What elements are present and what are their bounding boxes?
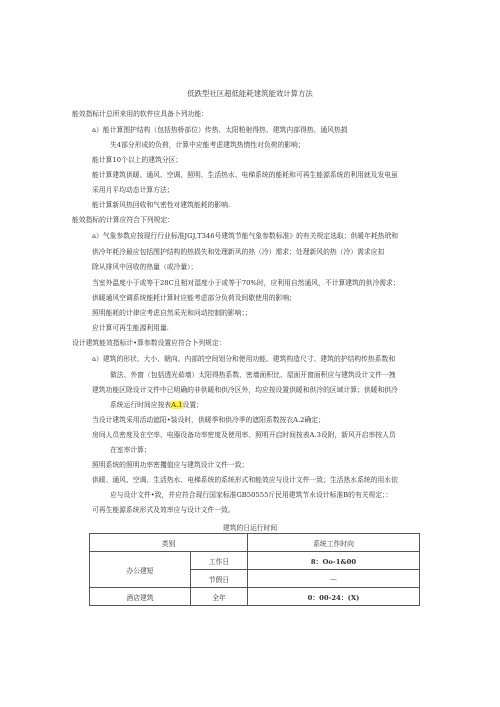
table-cell-hours: —	[248, 570, 420, 588]
body-line: 在室率计算；	[110, 446, 151, 454]
body-line	[110, 401, 203, 410]
highlighted-reference: A.1	[171, 401, 183, 409]
body-line: 供暖、通风、空调、生活热水、电梯系统的系统形式和能效应与设计文件一致；生活热水系统的用水依	[92, 476, 398, 484]
body-text: 系统运行时间应按表	[110, 401, 172, 409]
body-line: 应计算可再生能源利用量.	[92, 324, 169, 332]
table-cell-hours: 8：Oo-1&00	[248, 552, 420, 570]
body-line: a）建筑的形状、大小、朝向、内部的空间划分和使用功能、建筑构造尺寸、建筑的护结构传热系数和	[92, 355, 396, 363]
body-line: 供暖通风空调系统能耗计算时应能考虑部分负荷及间歇使用的影响；	[92, 294, 296, 302]
table-cell-hours: 0：00-24：(X)	[248, 588, 420, 606]
body-line: 做法、外窗（包括透光茹墙）太阳得热系数、密墙面积比、屋面开窗面积应与建筑设计文件一拽	[110, 371, 396, 379]
body-line: 建筑功能区除设计文件中已明确的非供暖和供冷区外，均应按设置供暖和供冷的区域计算；供暖和供冷	[92, 386, 398, 394]
body-line: 照明能耗的计律应考虑自然采光和问动控制的影响；；	[92, 309, 252, 317]
body-line: 设计建筑能效指标计•算参数设置应符合卜列规定：	[72, 339, 226, 347]
body-line: 当设计建筑采用活动遮阳•装设时，供暖季和供冷季的遮阳系数按衣A.2确定；	[92, 416, 325, 424]
body-line: 房间人员密度及在空率、电器设备功率密度及使用率、照明开启时间按表A.3设附，新风开启率按人员	[92, 431, 396, 439]
table-row	[90, 588, 420, 606]
body-line: 能计算10个以上的建筑分区；	[92, 156, 183, 164]
body-line: 能效指标的计算应符合下列规定：	[72, 216, 174, 224]
table-cell-category: 酒店建筑	[90, 588, 191, 606]
body-text: 设置；	[182, 401, 203, 409]
body-line: 除从排风中回收的热量（或冷量）；	[92, 263, 198, 271]
body-line: 能计算新风热回收和气密性对建筑能耗的影响.	[92, 201, 231, 209]
table-cell-day: 节假日	[191, 570, 248, 588]
table-header-cell: 类别	[90, 534, 248, 552]
page-title: 低跌型社区超低能耗建筑能效计算方法	[187, 89, 313, 98]
table-cell-category: 办公建短	[90, 552, 191, 588]
body-line: 当室外温度小于或等于28C且相对湿度小于或等于70%时，应利用自然通风，不计算建筑的供冷需求；	[92, 279, 400, 287]
body-line: 供冷年耗冷最应包括围护结构的热损失和处理新风的热（冷）需求；处理新风的热（冷）需求应扣	[92, 248, 385, 256]
table-header-cell: 系统工作时向	[248, 534, 420, 552]
table-caption: 建筑的日运行时间	[222, 524, 278, 532]
body-line-tail: 可再生能源系统形式及效率应与设计文件一致。	[92, 506, 235, 514]
body-line-tail: 应与设计文件•致，并应符合现行国家标准GB50555斤民用建筑节水设计标准B的有关规定；：	[110, 491, 393, 499]
body-line: a）气象参数应按现行行业标准JGJ,T346号建筑节能气象参数标准》的有关规定选取；供暖年耗热玳和	[92, 232, 399, 240]
body-line: 能效指标计总所来用的软件应具备卜列功能：	[72, 110, 208, 118]
operating-hours-table	[89, 533, 420, 606]
body-line: 照明系统的照明功率密攫值应与建筑设计文件一致；	[92, 461, 249, 469]
table-row	[90, 552, 420, 570]
table-cell-day: 工作日	[191, 552, 248, 570]
body-line: 采用月平均动态计算方法；	[92, 186, 174, 194]
table-cell-day: 全年	[191, 588, 248, 606]
body-line: 失4部分形成的负荷，计算中应能考虑建筑热惰性对负荷的影响；	[110, 141, 305, 149]
body-line: a）能计算围护结构（包括热桥部位）传热、太阳粕射得热、建筑内部得热、通风热损	[92, 126, 348, 134]
body-line: 能计算建筑供暖、通风、空调、照明、生活热水、电梯系统的能耗和可再生能源系统的利用就及发电虽	[92, 171, 398, 179]
table-header-row	[90, 534, 420, 552]
